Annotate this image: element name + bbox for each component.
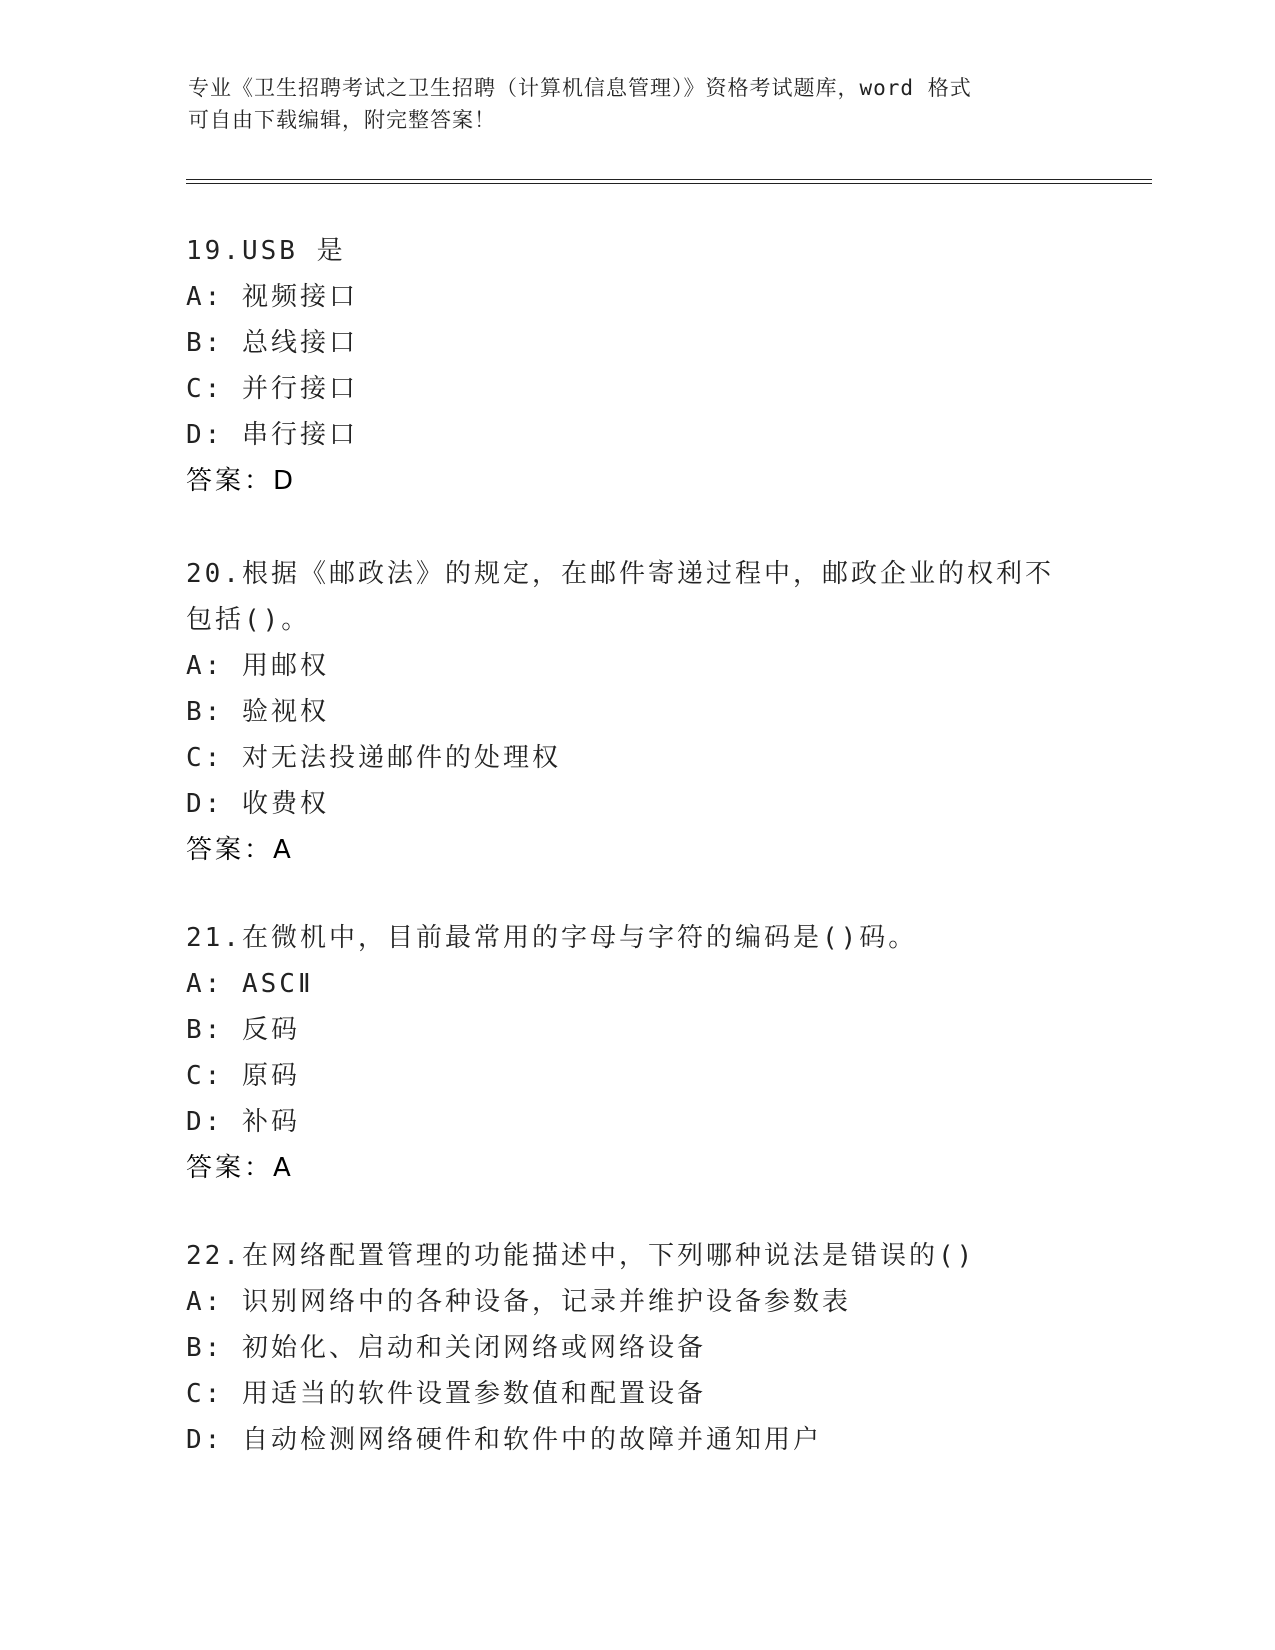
option-c: C: 原码 <box>186 1061 300 1091</box>
header-title-line-1: 专业《卫生招聘考试之卫生招聘（计算机信息管理）》资格考试题库，word 格式 <box>188 76 972 100</box>
question-stem: 21.在微机中，目前最常用的字母与字符的编码是()码。 <box>186 923 918 953</box>
question-stem: 22.在网络配置管理的功能描述中，下列哪种说法是错误的() <box>186 1241 976 1271</box>
option-a: A: 视频接口 <box>186 282 358 312</box>
answer-label: 答案：A <box>186 835 294 865</box>
option-b: B: 验视权 <box>186 697 329 727</box>
option-b: B: 反码 <box>186 1015 300 1045</box>
answer-label: 答案：A <box>186 1153 294 1183</box>
option-d: D: 收费权 <box>186 789 329 819</box>
option-a: A: 识别网络中的各种设备，记录并维护设备参数表 <box>186 1287 851 1317</box>
answer-label: 答案：D <box>186 466 297 496</box>
option-c: C: 并行接口 <box>186 374 358 404</box>
header-divider-bottom <box>186 183 1152 184</box>
option-b: B: 初始化、启动和关闭网络或网络设备 <box>186 1333 706 1363</box>
question-stem: 19.USB 是 <box>186 236 346 266</box>
option-c: C: 用适当的软件设置参数值和配置设备 <box>186 1379 706 1409</box>
question-20 <box>186 551 1086 873</box>
option-d: D: 自动检测网络硬件和软件中的故障并通知用户 <box>186 1425 822 1455</box>
option-c: C: 对无法投递邮件的处理权 <box>186 743 561 773</box>
option-a: A: 用邮权 <box>186 651 329 681</box>
option-d: D: 补码 <box>186 1107 300 1137</box>
question-21 <box>186 915 1086 1191</box>
option-a: A: ASCⅡ <box>186 969 314 999</box>
header-title-line-2: 可自由下载编辑，附完整答案！ <box>188 108 496 132</box>
header-divider-top <box>186 179 1152 180</box>
question-22 <box>186 1233 1086 1463</box>
document-header <box>188 72 1068 136</box>
question-stem: 20.根据《邮政法》的规定，在邮件寄递过程中，邮政企业的权利不包括()。 <box>186 559 1054 635</box>
question-19 <box>186 228 1086 504</box>
option-d: D: 串行接口 <box>186 420 358 450</box>
option-b: B: 总线接口 <box>186 328 358 358</box>
